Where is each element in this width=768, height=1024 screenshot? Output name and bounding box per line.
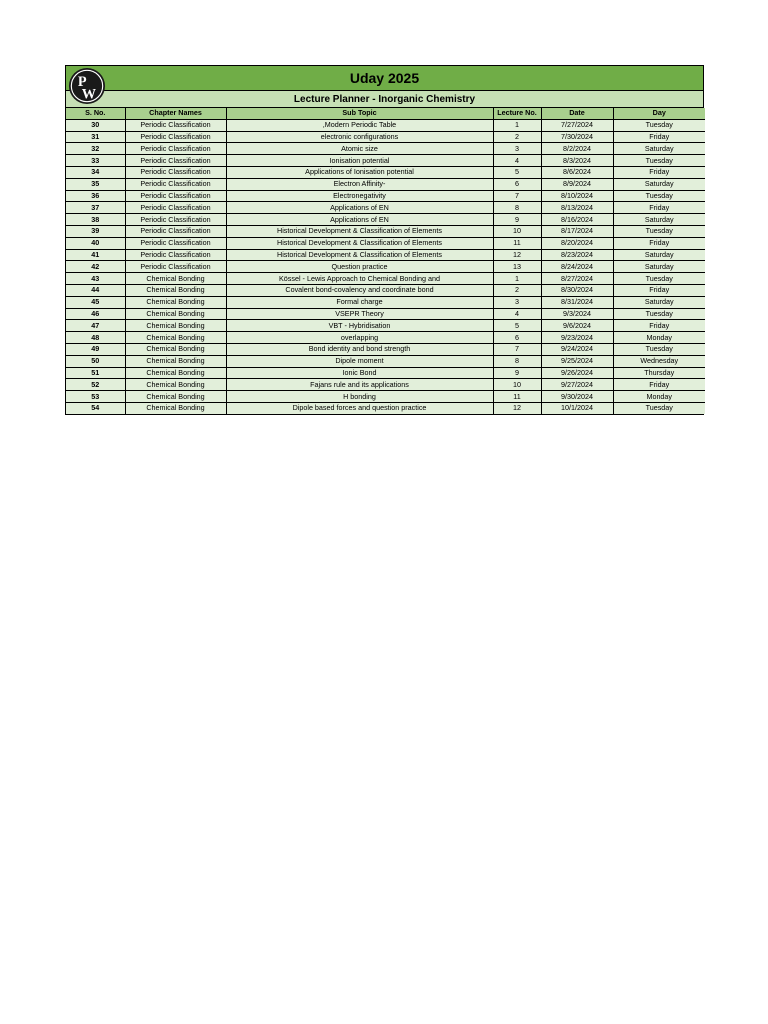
cell-sno: 46 <box>66 308 125 320</box>
cell-day: Friday <box>613 202 705 214</box>
cell-sno: 38 <box>66 214 125 226</box>
cell-sno: 53 <box>66 391 125 403</box>
cell-subtopic: Electronegativity <box>226 190 493 202</box>
cell-date: 8/6/2024 <box>541 166 613 178</box>
table-row <box>66 202 705 214</box>
cell-subtopic: overlapping <box>226 332 493 344</box>
cell-day: Saturday <box>613 178 705 190</box>
cell-subtopic: Kössel - Lewis Approach to Chemical Bonding and <box>226 273 493 285</box>
cell-date: 8/30/2024 <box>541 284 613 296</box>
table-row <box>66 296 705 308</box>
cell-day: Saturday <box>613 214 705 226</box>
cell-chapter: Chemical Bonding <box>125 367 226 379</box>
cell-date: 8/9/2024 <box>541 178 613 190</box>
cell-chapter: Periodic Classification <box>125 249 226 261</box>
table-row <box>66 178 705 190</box>
cell-day: Friday <box>613 166 705 178</box>
column-header-day: Day <box>613 108 705 119</box>
cell-subtopic: Applications of EN <box>226 214 493 226</box>
cell-day: Thursday <box>613 367 705 379</box>
cell-chapter: Periodic Classification <box>125 131 226 143</box>
cell-chapter: Periodic Classification <box>125 119 226 131</box>
cell-sno: 54 <box>66 402 125 413</box>
cell-subtopic: Electron Affinity- <box>226 178 493 190</box>
lecture-table <box>66 108 705 414</box>
cell-date: 9/30/2024 <box>541 391 613 403</box>
cell-chapter: Chemical Bonding <box>125 320 226 332</box>
cell-sno: 44 <box>66 284 125 296</box>
cell-date: 10/1/2024 <box>541 402 613 413</box>
cell-day: Friday <box>613 284 705 296</box>
cell-chapter: Chemical Bonding <box>125 379 226 391</box>
cell-lecture-no: 6 <box>493 332 541 344</box>
cell-date: 7/30/2024 <box>541 131 613 143</box>
cell-date: 9/26/2024 <box>541 367 613 379</box>
cell-sno: 52 <box>66 379 125 391</box>
cell-day: Tuesday <box>613 308 705 320</box>
cell-date: 9/6/2024 <box>541 320 613 332</box>
table-row <box>66 343 705 355</box>
cell-subtopic: Bond identity and bond strength <box>226 343 493 355</box>
cell-day: Friday <box>613 320 705 332</box>
cell-subtopic: Ionic Bond <box>226 367 493 379</box>
cell-sno: 45 <box>66 296 125 308</box>
cell-lecture-no: 4 <box>493 308 541 320</box>
cell-subtopic: Dipole moment <box>226 355 493 367</box>
cell-date: 9/24/2024 <box>541 343 613 355</box>
svg-text:W: W <box>81 86 97 103</box>
cell-subtopic: Dipole based forces and question practice <box>226 402 493 413</box>
cell-subtopic: Atomic size <box>226 143 493 155</box>
cell-chapter: Periodic Classification <box>125 261 226 273</box>
cell-lecture-no: 8 <box>493 202 541 214</box>
cell-day: Friday <box>613 131 705 143</box>
cell-date: 8/16/2024 <box>541 214 613 226</box>
cell-sno: 32 <box>66 143 125 155</box>
cell-chapter: Chemical Bonding <box>125 284 226 296</box>
cell-lecture-no: 12 <box>493 402 541 413</box>
cell-date: 9/27/2024 <box>541 379 613 391</box>
cell-day: Saturday <box>613 249 705 261</box>
cell-lecture-no: 12 <box>493 249 541 261</box>
cell-chapter: Chemical Bonding <box>125 343 226 355</box>
cell-date: 8/10/2024 <box>541 190 613 202</box>
cell-subtopic: Historical Development & Classification of Elements <box>226 249 493 261</box>
cell-sno: 47 <box>66 320 125 332</box>
cell-day: Friday <box>613 237 705 249</box>
cell-lecture-no: 1 <box>493 119 541 131</box>
table-row <box>66 379 705 391</box>
cell-chapter: Periodic Classification <box>125 237 226 249</box>
column-header-chapter: Chapter Names <box>125 108 226 119</box>
cell-day: Wednesday <box>613 355 705 367</box>
cell-subtopic: H bonding <box>226 391 493 403</box>
cell-lecture-no: 8 <box>493 355 541 367</box>
cell-subtopic: Covalent bond-covalency and coordinate bond <box>226 284 493 296</box>
cell-lecture-no: 7 <box>493 343 541 355</box>
cell-lecture-no: 2 <box>493 131 541 143</box>
cell-date: 9/25/2024 <box>541 355 613 367</box>
cell-sno: 35 <box>66 178 125 190</box>
cell-chapter: Chemical Bonding <box>125 308 226 320</box>
cell-day: Tuesday <box>613 119 705 131</box>
table-row <box>66 249 705 261</box>
cell-lecture-no: 10 <box>493 225 541 237</box>
table-row <box>66 261 705 273</box>
cell-day: Tuesday <box>613 190 705 202</box>
column-header-lecture-no: Lecture No. <box>493 108 541 119</box>
cell-sno: 34 <box>66 166 125 178</box>
cell-date: 9/3/2024 <box>541 308 613 320</box>
table-header-row <box>66 108 705 119</box>
cell-subtopic: Formal charge <box>226 296 493 308</box>
cell-date: 8/31/2024 <box>541 296 613 308</box>
cell-lecture-no: 9 <box>493 367 541 379</box>
table-row <box>66 190 705 202</box>
cell-day: Tuesday <box>613 155 705 167</box>
cell-sno: 37 <box>66 202 125 214</box>
cell-sno: 36 <box>66 190 125 202</box>
cell-day: Tuesday <box>613 402 705 413</box>
table-row <box>66 355 705 367</box>
cell-day: Saturday <box>613 261 705 273</box>
cell-chapter: Periodic Classification <box>125 166 226 178</box>
cell-date: 8/17/2024 <box>541 225 613 237</box>
cell-chapter: Periodic Classification <box>125 155 226 167</box>
cell-chapter: Chemical Bonding <box>125 391 226 403</box>
table-row <box>66 131 705 143</box>
cell-sno: 33 <box>66 155 125 167</box>
cell-subtopic: VSEPR Theory <box>226 308 493 320</box>
cell-date: 8/24/2024 <box>541 261 613 273</box>
table-row <box>66 284 705 296</box>
cell-sno: 42 <box>66 261 125 273</box>
cell-sno: 39 <box>66 225 125 237</box>
cell-chapter: Chemical Bonding <box>125 355 226 367</box>
cell-chapter: Chemical Bonding <box>125 296 226 308</box>
cell-lecture-no: 1 <box>493 273 541 285</box>
table-row <box>66 332 705 344</box>
cell-lecture-no: 2 <box>493 284 541 296</box>
cell-lecture-no: 11 <box>493 237 541 249</box>
cell-subtopic: Question practice <box>226 261 493 273</box>
table-row <box>66 166 705 178</box>
table-row <box>66 119 705 131</box>
cell-lecture-no: 3 <box>493 296 541 308</box>
cell-subtopic: ,Modern Periodic Table <box>226 119 493 131</box>
cell-lecture-no: 3 <box>493 143 541 155</box>
cell-subtopic: Historical Development & Classification of Elements <box>226 225 493 237</box>
column-header-subtopic: Sub Topic <box>226 108 493 119</box>
cell-sno: 30 <box>66 119 125 131</box>
cell-sno: 50 <box>66 355 125 367</box>
cell-sno: 31 <box>66 131 125 143</box>
subtitle-bar <box>66 91 703 108</box>
cell-chapter: Periodic Classification <box>125 225 226 237</box>
cell-lecture-no: 4 <box>493 155 541 167</box>
cell-date: 9/23/2024 <box>541 332 613 344</box>
table-row <box>66 214 705 226</box>
cell-sno: 40 <box>66 237 125 249</box>
cell-chapter: Periodic Classification <box>125 214 226 226</box>
cell-date: 7/27/2024 <box>541 119 613 131</box>
table-row <box>66 225 705 237</box>
cell-date: 8/23/2024 <box>541 249 613 261</box>
cell-lecture-no: 9 <box>493 214 541 226</box>
cell-day: Tuesday <box>613 273 705 285</box>
cell-lecture-no: 5 <box>493 320 541 332</box>
table-row <box>66 391 705 403</box>
cell-lecture-no: 7 <box>493 190 541 202</box>
cell-lecture-no: 6 <box>493 178 541 190</box>
cell-date: 8/2/2024 <box>541 143 613 155</box>
column-header-sno: S. No. <box>66 108 125 119</box>
page-subtitle: Lecture Planner - Inorganic Chemistry <box>293 93 476 105</box>
page-title: Uday 2025 <box>349 70 420 86</box>
cell-subtopic: Historical Development & Classification of Elements <box>226 237 493 249</box>
table-row <box>66 320 705 332</box>
table-body <box>66 119 705 413</box>
cell-subtopic: Ionisation potential <box>226 155 493 167</box>
cell-date: 8/27/2024 <box>541 273 613 285</box>
table-row <box>66 308 705 320</box>
cell-chapter: Periodic Classification <box>125 202 226 214</box>
cell-sno: 41 <box>66 249 125 261</box>
cell-day: Monday <box>613 332 705 344</box>
cell-day: Tuesday <box>613 343 705 355</box>
pw-logo-icon <box>68 67 106 105</box>
table-row <box>66 155 705 167</box>
cell-subtopic: electronic configurations <box>226 131 493 143</box>
cell-sno: 51 <box>66 367 125 379</box>
cell-date: 8/13/2024 <box>541 202 613 214</box>
cell-day: Saturday <box>613 296 705 308</box>
table-row <box>66 273 705 285</box>
table-row <box>66 367 705 379</box>
title-bar <box>66 66 703 91</box>
cell-subtopic: Applications of Ionisation potential <box>226 166 493 178</box>
cell-chapter: Chemical Bonding <box>125 402 226 413</box>
cell-chapter: Periodic Classification <box>125 190 226 202</box>
table-row <box>66 237 705 249</box>
cell-date: 8/20/2024 <box>541 237 613 249</box>
cell-sno: 43 <box>66 273 125 285</box>
column-header-date: Date <box>541 108 613 119</box>
svg-text:P: P <box>77 74 87 90</box>
cell-lecture-no: 5 <box>493 166 541 178</box>
cell-sno: 48 <box>66 332 125 344</box>
cell-chapter: Chemical Bonding <box>125 332 226 344</box>
cell-day: Tuesday <box>613 225 705 237</box>
cell-day: Friday <box>613 379 705 391</box>
cell-subtopic: Fajans rule and its applications <box>226 379 493 391</box>
cell-lecture-no: 13 <box>493 261 541 273</box>
cell-subtopic: VBT - Hybridisation <box>226 320 493 332</box>
cell-day: Saturday <box>613 143 705 155</box>
cell-sno: 49 <box>66 343 125 355</box>
cell-date: 8/3/2024 <box>541 155 613 167</box>
cell-chapter: Periodic Classification <box>125 143 226 155</box>
table-row <box>66 402 705 413</box>
cell-day: Monday <box>613 391 705 403</box>
lecture-planner-sheet <box>65 65 704 415</box>
cell-chapter: Chemical Bonding <box>125 273 226 285</box>
cell-subtopic: Applications of EN <box>226 202 493 214</box>
cell-lecture-no: 11 <box>493 391 541 403</box>
cell-lecture-no: 10 <box>493 379 541 391</box>
table-row <box>66 143 705 155</box>
cell-chapter: Periodic Classification <box>125 178 226 190</box>
